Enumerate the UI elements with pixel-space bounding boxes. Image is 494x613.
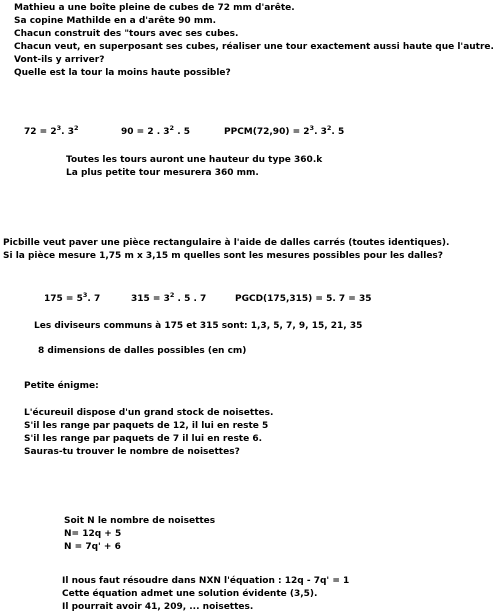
solution-line: Soit N le nombre de noisettes <box>64 516 216 526</box>
problem1-line: Sa copine Mathilde en a d'arête 90 mm. <box>14 16 217 26</box>
problem1-line: Quelle est la tour la moins haute possible? <box>14 68 231 78</box>
formula-175: $175 = 5^3$. 7 <box>44 291 101 304</box>
result-hauteur: Toutes les tours auront une hauteur du type 360.k <box>66 155 323 165</box>
problem1-line: Mathieu a une boîte pleine de cubes de 72 mm d'arête. <box>14 3 295 13</box>
problem1-line: Chacun veut, en superposant ses cubes, réaliser une tour exactement aussi haute que l'autre. <box>14 42 494 52</box>
problem2-line: Si la pièce mesure 1,75 m x 3,15 m quelles sont les mesures possibles pour les dalles? <box>3 251 444 261</box>
result-min-tour: La plus petite tour mesurera 360 mm. <box>66 168 259 178</box>
enigme-line: S'il les range par paquets de 7 il lui en reste 6. <box>24 434 263 444</box>
resolution-line: Cette équation admet une solution évidente (3,5). <box>62 589 318 599</box>
solution-line: N= 12q + 5 <box>64 529 122 539</box>
problem1-line: Vont-ils y arriver? <box>14 55 105 65</box>
conclusion-line: 8 dimensions de dalles possibles (en cm) <box>38 346 247 356</box>
formula-ppcm: PPCM(72,90) = $2^3$. $3^2$. 5 <box>224 124 345 137</box>
formula-pgcd: PGCD(175,315) = 5. 7 = 35 <box>235 294 372 304</box>
formula-72: $72 = 2^3$. $3^2$ <box>24 124 79 137</box>
formula-315: $315 = 3^2$ . 5 . 7 <box>131 291 207 304</box>
formula-90: 90 = 2 . $3^2$ . 5 <box>121 124 191 137</box>
solution-line: N = 7q' + 6 <box>64 542 121 552</box>
enigme-line: S'il les range par paquets de 12, il lui en reste 5 <box>24 421 269 431</box>
enigme-title: Petite énigme: <box>24 381 99 391</box>
problem1-line: Chacun construit des "tours avec ses cubes. <box>14 29 239 39</box>
problem2-line: Picbille veut paver une pièce rectangulaire à l'aide de dalles carrés (toutes identiques). <box>3 238 450 248</box>
resolution-line: Il pourrait avoir 41, 209, ... noisettes. <box>62 602 254 612</box>
enigme-line: L'écureuil dispose d'un grand stock de noisettes. <box>24 408 274 418</box>
resolution-line: Il nous faut résoudre dans NXN l'équation : 12q - 7q' = 1 <box>62 576 350 586</box>
enigme-line: Sauras-tu trouver le nombre de noisettes? <box>24 447 240 457</box>
divisors-line: Les diviseurs communs à 175 et 315 sont: 1,3, 5, 7, 9, 15, 21, 35 <box>34 321 363 331</box>
